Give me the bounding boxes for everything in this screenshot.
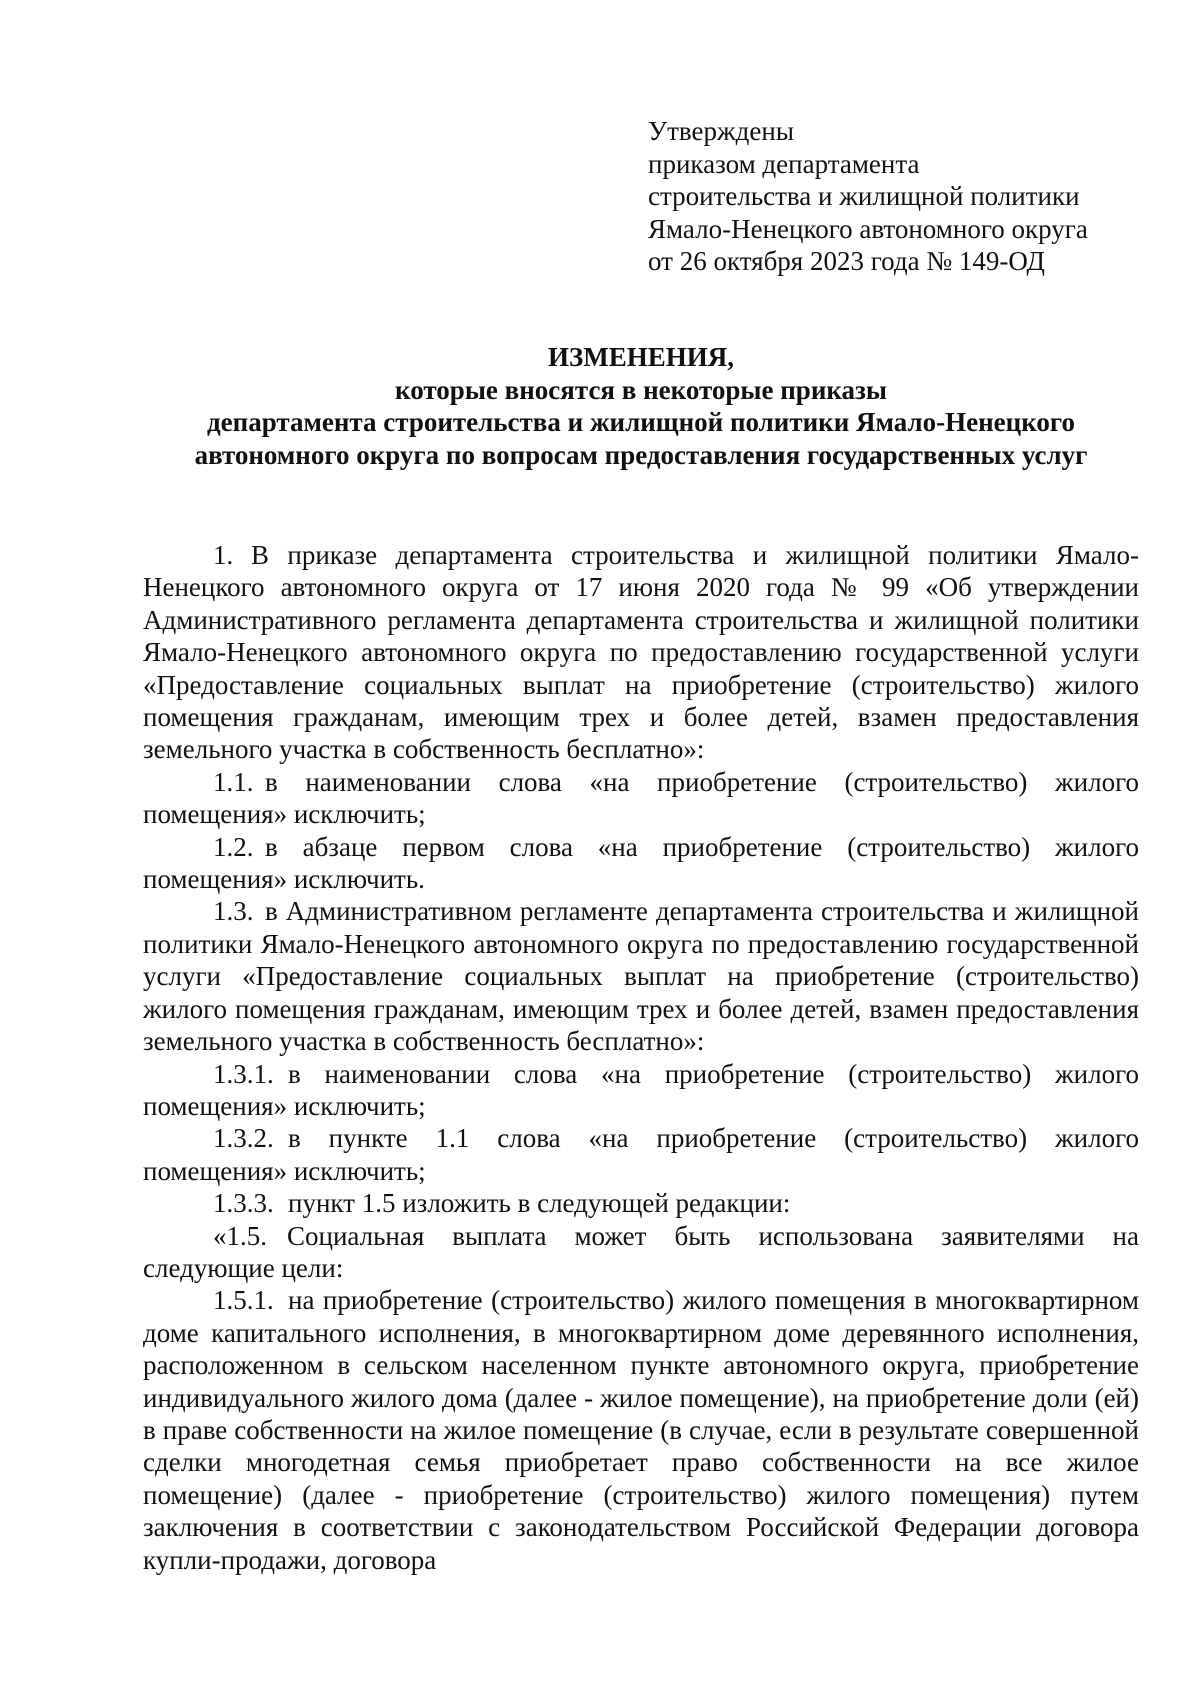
approval-block	[648, 115, 1148, 278]
paragraph-text: в Административном регламенте департамента строительства и жилищной политики Ямало-Ненецкого автономного округа по предоставлению государственной услуги «Предоставление социальных выплат на приобретение (строительство) жилого помещения гражданам, имеющим трех и более детей, взамен предоставления земельного участка в собственность бесплатно»:	[143, 896, 1139, 1057]
paragraph-text: в пункте 1.1 слова «на приобретение (строительство) жилого помещения» исключить;	[143, 1123, 1139, 1186]
document-title	[143, 341, 1139, 471]
title-line: которые вносятся в некоторые приказы	[395, 374, 887, 405]
paragraph-1-3-1	[143, 1058, 1139, 1123]
approval-line: приказом департамента	[648, 148, 920, 179]
paragraph-text: в абзаце первом слова «на приобретение (строительство) жилого помещения» исключить.	[143, 831, 1139, 895]
paragraph-1-3-3	[143, 1187, 1139, 1219]
approval-line: строительства и жилищной политики	[648, 181, 1080, 211]
paragraph-1	[143, 539, 1139, 766]
paragraph-text: на приобретение (строительство) жилого помещения в многоквартирном доме капитального исполнения, в многоквартирном доме деревянного исполнения, расположенном в сельском населенном пункте автономного округа, приобретение индивидуального жилого дома (далее - жилое помещение), на приобретение доли (ей) в праве собственности на жилое помещение (в случае, если в результате совершенной сделки многодетная семья приобретает право собственности на все жилое помещение) (далее - приобретение (строительство) жилого помещения) путем заключения в соответствии с законодательством Российской Федерации договора купли-продажи, договора	[143, 1285, 1139, 1575]
approval-line: Ямало-Ненецкого автономного округа	[648, 213, 1088, 244]
paragraph-number: 1.	[213, 540, 234, 570]
paragraph-number: 1.3.2.	[213, 1123, 274, 1154]
paragraph-text: в наименовании слова «на приобретение (строительство) жилого помещения» исключить;	[143, 766, 1139, 830]
paragraph-text: в наименовании слова «на приобретение (строительство) жилого помещения» исключить;	[143, 1058, 1139, 1121]
paragraph-number: 1.1.	[213, 766, 254, 797]
paragraph-1-3-2	[143, 1122, 1139, 1187]
paragraph-text: Социальная выплата может быть использована заявителями на следующие цели:	[143, 1220, 1139, 1283]
paragraph-1-3	[143, 895, 1139, 1057]
title-line: ИЗМЕНЕНИЯ,	[547, 342, 734, 372]
title-line: автономного округа по вопросам предоставления государственных услуг	[194, 439, 1088, 470]
paragraph-number: 1.3.1.	[213, 1058, 274, 1089]
approval-line: от 26 октября 2023 года № 149-ОД	[648, 246, 1045, 276]
paragraph-number: «1.5.	[213, 1220, 267, 1251]
paragraph-1-1	[143, 766, 1139, 831]
paragraph-1-2	[143, 831, 1139, 896]
paragraph-number: 1.3.3.	[213, 1188, 274, 1219]
paragraph-1-5-1	[143, 1284, 1139, 1576]
title-line: департамента строительства и жилищной политики Ямало-Ненецкого	[207, 407, 1075, 437]
paragraph-1-5	[143, 1220, 1139, 1285]
paragraph-number: 1.3.	[213, 896, 254, 927]
paragraph-text: пункт 1.5 изложить в следующей редакции:	[288, 1188, 791, 1219]
paragraph-number: 1.5.1.	[213, 1285, 274, 1316]
approval-line: Утверждены	[648, 116, 794, 146]
paragraph-number: 1.2.	[213, 831, 254, 862]
document-body	[143, 539, 1139, 1576]
paragraph-text: В приказе департамента строительства и жилищной политики Ямало-Ненецкого автономного округа от 17 июня 2020 года № 99 «Об утверждении Административного регламента департамента строительства и жилищной политики Ямало-Ненецкого автономного округа по предоставлению государственной услуги «Предоставление социальных выплат на приобретение (строительство) жилого помещения гражданам, имеющим трех и более детей, взамен предоставления земельного участка в собственность бесплатно»:	[143, 540, 1139, 765]
